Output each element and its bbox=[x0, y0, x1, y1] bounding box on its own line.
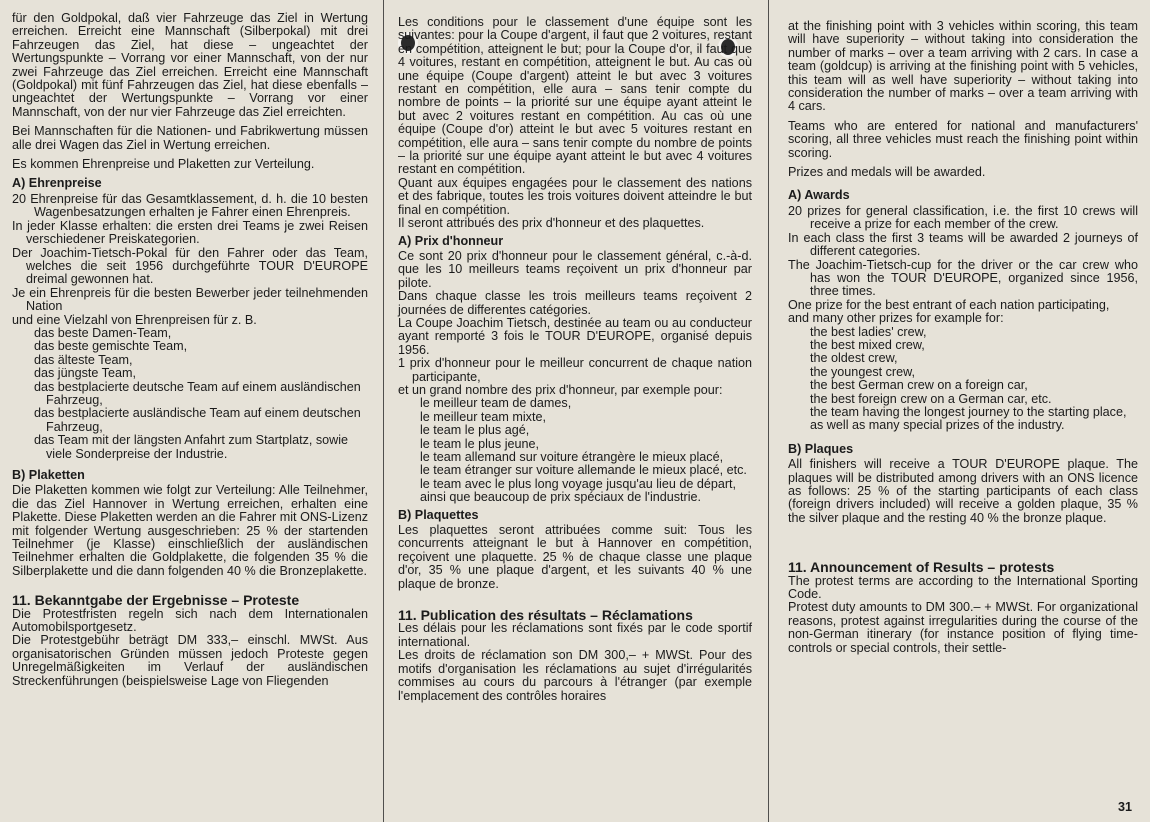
english-column bbox=[788, 20, 1138, 655]
column-divider bbox=[383, 0, 384, 822]
paragraph: Quant aux équipes engagées pour le classement des nations et des fabrique, toutes les trois voitures doivent atteindre le but final en compétition. bbox=[398, 175, 752, 217]
list-item: das Team mit der längsten Anfahrt zum Startplatz, sowie viele Sonderpreise der Industrie. bbox=[34, 433, 349, 461]
list-item: the best foreign crew on a German car, etc. bbox=[810, 391, 1052, 406]
list-item: and many other prizes for example for: bbox=[788, 311, 1004, 326]
list-item: the oldest crew, bbox=[810, 351, 898, 366]
list-item: ainsi que beaucoup de prix spéciaux de l'industrie. bbox=[420, 490, 702, 505]
paragraph: Les conditions pour le classement d'une équipe sont les suivantes: pour la Coupe d'argent, il faut que 2 voitures, restant en compétition, atteignent le but; pour la Coupe d'or, il faut que 4 voitures, restant en compétition, atteignent le but. Au cas où une équipe (Coupe d'argent) atteint le but avec 3 voitures restant en compétition, elle aura – sans tenir compte du nombre de points – la priorité sur une équipe ayant atteint le but avec 2 voitures restant en compétition. Au cas où une équipe (Coupe d'or) atteint le but avec 5 voitures restant en compétition, elle aura – sans tenir compte du nombre de points – la priorité sur une équipe ayant atteint le but avec 4 voitures restant en compétition. bbox=[398, 15, 752, 177]
paragraph: Les droits de réclamation son DM 300,– + MWSt. Pour des motifs d'organisation les réclamations au sujet d'irrégularités commises au cours du parcours à l'étranger (par exemple l'emplacement des contrôles horaires bbox=[398, 648, 752, 703]
subheading-plaques: B) Plaques bbox=[788, 441, 854, 456]
paragraph: Die Plaketten kommen wie folgt zur Verteilung: Alle Teilnehmer, die das Ziel Hannover in Wertung erreichen, erhalten eine Plakette. Diese Plaketten werden an die Fahrer mit ONS-Lizenz mit folgender Wertung ausgeschrieben: 25 % der startenden Teilnehmer (je Klasse) einschließlich der ausländischen Teilnehmer erhalten die Goldplakette, die folgenden 35 % die Silberplakette und die dann folgenden 40 % die Bronzeplakette. bbox=[12, 483, 368, 578]
list-item: et un grand nombre des prix d'honneur, par exemple pour: bbox=[398, 382, 723, 397]
list-item: das beste gemischte Team, bbox=[34, 339, 188, 354]
list-item: le team le plus jeune, bbox=[420, 436, 540, 451]
list-item: One prize for the best entrant of each nation participating, bbox=[788, 297, 1110, 312]
subheading-awards: A) Awards bbox=[788, 188, 850, 203]
subheading-plaketten: B) Plaketten bbox=[12, 468, 85, 482]
subheading-plaquettes: B) Plaquettes bbox=[398, 507, 479, 522]
list-item: le meilleur team mixte, bbox=[420, 409, 546, 424]
list-item: das bestplacierte ausländische Team auf einem deutschen Fahrzeug, bbox=[34, 406, 361, 434]
list-item: The Joachim-Tietsch-cup for the driver or the car crew who has won the TOUR D'EUROPE, organized since 1956, three times. bbox=[788, 257, 1138, 299]
list-item: le team avec le plus long voyage jusqu'au lieu de départ, bbox=[420, 476, 737, 491]
french-column bbox=[398, 16, 752, 703]
list-item: 1 prix d'honneur pour le meilleur concurrent de chaque nation participante, bbox=[398, 356, 752, 384]
list-item: das jüngste Team, bbox=[34, 366, 136, 381]
section-heading: 11. Announcement of Results – protests bbox=[788, 559, 1055, 576]
subheading-prix-dhonneur: A) Prix d'honneur bbox=[398, 233, 504, 248]
subheading-ehrenpreise: A) Ehrenpreise bbox=[12, 176, 102, 191]
list-item: In jeder Klasse erhalten: die ersten drei Teams je zwei Reisen verschiedener Preiskategorien. bbox=[12, 218, 368, 247]
paragraph: Prizes and medals will be awarded. bbox=[788, 165, 986, 180]
page-number: 31 bbox=[1117, 800, 1132, 814]
paragraph: Les délais pour les réclamations sont fixés par le code sportif international. bbox=[398, 621, 752, 649]
list-item: Dans chaque classe les trois meilleurs teams reçoivent 2 journées de differentes catégories. bbox=[398, 289, 752, 317]
list-item: as well as many special prizes of the industry. bbox=[810, 418, 1065, 433]
list-item: das älteste Team, bbox=[34, 352, 133, 367]
prize-list bbox=[12, 327, 368, 461]
paragraph: Protest duty amounts to DM 300.– + MWSt. For organizational reasons, protest against irregularities during the course of the non-German itinerary (for instance position of flying time-controls or special controls, their settle- bbox=[788, 600, 1138, 655]
list-item: the youngest crew, bbox=[810, 364, 916, 379]
list-item: the best mixed crew, bbox=[810, 337, 925, 352]
list-item: 20 prizes for general classification, i.e. the first 10 crews will receive a prize for each member of the crew. bbox=[788, 203, 1138, 232]
list-item: le team étranger sur voiture allemande le mieux placé, etc. bbox=[420, 463, 747, 478]
paragraph: Es kommen Ehrenpreise und Plaketten zur Verteilung. bbox=[12, 157, 315, 172]
paragraph: Die Protestfristen regeln sich nach dem Internationalen Automobilsportgesetz. bbox=[12, 606, 368, 635]
prize-list bbox=[398, 397, 752, 504]
prize-list bbox=[788, 326, 1138, 433]
list-item: le team allemand sur voiture étrangère le mieux placé, bbox=[420, 450, 724, 464]
section-heading: 11. Publication des résultats – Réclamations bbox=[398, 607, 693, 624]
paragraph: Bei Mannschaften für die Nationen- und Fabrikwertung müssen alle drei Wagen das Ziel in Wertung erreichen. bbox=[12, 124, 368, 152]
paragraph: All finishers will receive a TOUR D'EUROPE plaque. The plaques will be distributed among drivers with an ONS licence as follows: 25 % of the starting participants of each class (foreign drivers included) will receive a golden plaque, 35 % the silver plaque and the resting 40 % the bronze plaque. bbox=[788, 457, 1138, 525]
list-item: the best ladies' crew, bbox=[810, 324, 927, 339]
list-item: Der Joachim-Tietsch-Pokal für den Fahrer oder das Team, welches die seit 1956 durchgeführte TOUR D'EUROPE dreimal gewonnen hat. bbox=[12, 245, 368, 287]
paragraph: Les plaquettes seront attribuées comme suit: Tous les concurrents atteignant le but à Hannover en compétition, reçoivent une plaquette. 25 % de chaque classe une plaque d'or, 35 % une plaque d'argent, et les suivants 40 % une plaque de bronze. bbox=[398, 523, 752, 591]
paragraph: Il seront attribués des prix d'honneur et des plaquettes. bbox=[398, 216, 705, 231]
list-item: Je ein Ehrenpreis für die besten Bewerber jeder teilnehmenden Nation bbox=[12, 285, 368, 314]
german-column bbox=[12, 12, 368, 688]
list-item: das beste Damen-Team, bbox=[34, 325, 172, 340]
paragraph: at the finishing point with 3 vehicles within scoring, this team will have superiority – without taking into consideration the number of marks – over a team arriving with 2 cars. In case a team (goldcup) is arriving at the finishing point with 5 vehicles, this team will as well have superiority – without taking into consideration the number of marks – over a team arriving with 4 cars. bbox=[788, 19, 1138, 114]
list-item: le meilleur team de dames, bbox=[420, 396, 572, 411]
list-item: the best German crew on a foreign car, bbox=[810, 378, 1028, 393]
paragraph: Die Protestgebühr beträgt DM 333,– einschl. MWSt. Aus organisatorischen Gründen müssen jedoch Proteste gegen Unregelmäßigkeiten im Verlauf der ausländischen Streckenführungen (beispielsweise Lage von Fliegenden bbox=[12, 633, 368, 688]
section-heading: 11. Bekanntgabe der Ergebnisse – Proteste bbox=[12, 592, 300, 609]
list-item: 20 Ehrenpreise für das Gesamtklassement, d. h. die 10 besten Wagenbesatzungen erhalten je Fahrer einen Ehrenpreis. bbox=[12, 191, 368, 220]
list-item: le team le plus agé, bbox=[420, 423, 530, 438]
column-divider bbox=[768, 0, 769, 822]
list-item: La Coupe Joachim Tietsch, destinée au team ou au conducteur ayant remporté 3 fois le TOUR D'EUROPE, organisé depuis 1956. bbox=[398, 315, 752, 357]
list-item: the team having the longest journey to the starting place, bbox=[810, 404, 1127, 419]
list-item: In each class the first 3 teams will be awarded 2 journeys of different categories. bbox=[788, 230, 1138, 259]
list-item: das bestplacierte deutsche Team auf einem ausländischen Fahrzeug, bbox=[34, 379, 361, 407]
list-item: Ce sont 20 prix d'honneur pour le classement général, c.-à-d. que les 10 meilleurs teams reçoivent un prix d'honneur par pilote. bbox=[398, 248, 752, 290]
paragraph: Teams who are entered for national and manufacturers' scoring, all three vehicles must reach the finishing point within scoring. bbox=[788, 118, 1138, 160]
list-item: und eine Vielzahl von Ehrenpreisen für z. B. bbox=[12, 312, 257, 327]
paragraph: für den Goldpokal, daß vier Fahrzeuge das Ziel in Wertung erreichen. Erreicht eine Mannschaft (Silberpokal) mit drei Fahrzeugen das Ziel, hat diese – ungeachtet der Wertungspunkte – Vorrang vor einer Mannschaft, von der nur zwei Fahrzeuge das Ziel erreichen. Erreicht eine Mannschaft (Goldpokal) mit fünf Fahrzeugen das Ziel, hat diese ebenfalls – ungeachtet der Wertungspunkte – Vorrang vor einer Mannschaft, von der nur vier Fahrzeuge das Ziel erreichten. bbox=[12, 11, 368, 119]
paragraph: The protest terms are according to the International Sporting Code. bbox=[788, 573, 1138, 602]
